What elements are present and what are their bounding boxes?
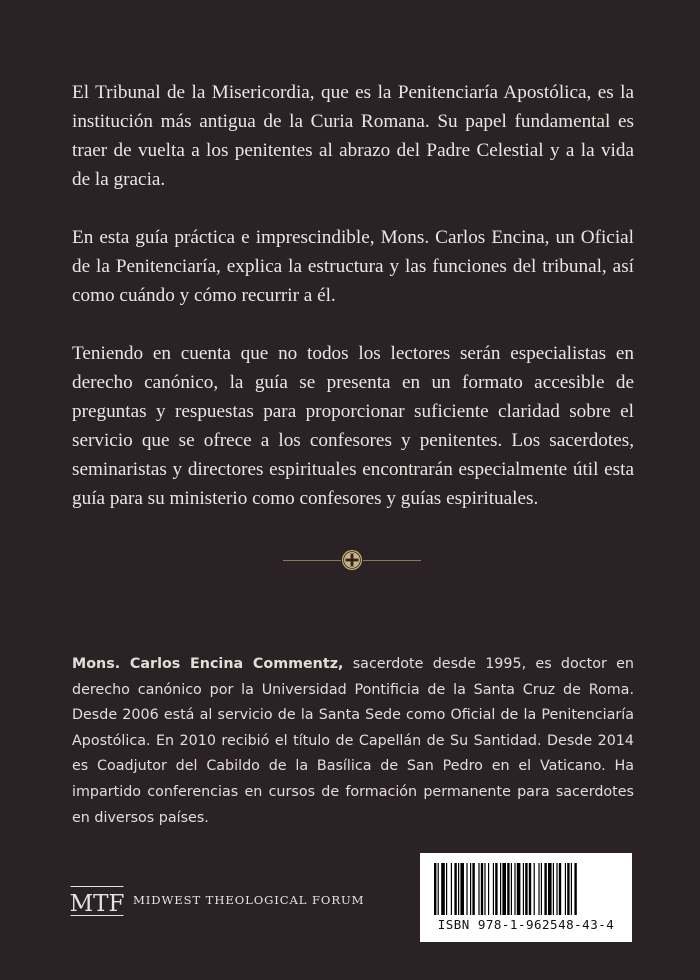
barcode-bar <box>548 863 552 915</box>
isbn-barcode <box>420 853 632 942</box>
barcode-bar <box>484 863 485 915</box>
divider-line-right <box>363 560 421 561</box>
barcode-bar <box>574 863 576 915</box>
barcode-bar <box>567 863 569 915</box>
barcode-bar <box>502 863 506 915</box>
barcode-bar <box>523 863 524 915</box>
barcode-bar <box>514 863 515 915</box>
publisher-block <box>70 880 390 922</box>
barcode-bar <box>478 863 479 915</box>
barcode-bar <box>493 863 494 915</box>
barcode-bar <box>451 863 452 915</box>
barcode-bar <box>488 863 489 915</box>
barcode-bar <box>481 863 483 915</box>
blurb-paragraph-2: En esta guía práctica e imprescindible, Mons. Carlos Encina, un Oficial de la Penitenciaría, explica la estructura y las funciones del tribunal, así como cuándo y cómo recurrir a él. <box>72 227 634 306</box>
barcode-bar <box>434 863 436 915</box>
barcode-bar <box>507 863 509 915</box>
barcode-bar <box>559 863 561 915</box>
author-bio-text: sacerdote desde 1995, es doctor en derecho canónico por la Universidad Pontificia de la Santa Cruz de Roma. Desde 2006 está al servicio de la Santa Sede como Oficial de la Penitenciaría Apostólica. En 2010 recibió el título de Capellán de Su Santidad. Desde 2014 es Coadjutor del Cabildo de la Basílica de San Pedro en el Vaticano. Ha impartido conferencias en cursos de formación permanente para sacerdotes en diversos países. <box>72 656 634 826</box>
barcode-bar <box>438 863 439 915</box>
back-cover-blurb <box>72 78 634 542</box>
blurb-paragraph-3: Teniendo en cuenta que no todos los lectores serán especialistas en derecho canónico, la guía se presenta en un formato accesible de preguntas y respuestas para proporcionar suficiente claridad sobre el servicio que se ofrece a los confesores y penitentes. Los sacerdotes, seminaristas y directores espirituales encontrarán especialmente útil esta guía para su ministerio como confesores y guías espirituales. <box>72 343 634 509</box>
cross-medallion-icon <box>341 549 363 571</box>
barcode-bar <box>458 863 459 915</box>
barcode-bar <box>470 863 471 915</box>
barcode-bar <box>460 863 464 915</box>
barcode-bar <box>500 863 501 915</box>
barcode-bar <box>495 863 497 915</box>
publisher-logo <box>70 880 126 922</box>
barcode-bar <box>454 863 456 915</box>
barcode-bar <box>571 863 572 915</box>
isbn-label: ISBN 978-1-962548-43-4 <box>437 917 615 932</box>
barcode-bars <box>434 863 618 915</box>
section-divider <box>0 548 700 574</box>
barcode-bar <box>541 863 542 915</box>
divider-line-left <box>283 560 341 561</box>
publisher-name: MIDWEST THEOLOGICAL FORUM <box>133 893 365 907</box>
barcode-bar <box>538 863 539 915</box>
barcode-bar <box>472 863 474 915</box>
barcode-bar <box>446 863 447 915</box>
barcode-bar <box>553 863 554 915</box>
barcode-bar <box>529 863 531 915</box>
barcode-bar <box>511 863 512 915</box>
barcode-bar <box>466 863 467 915</box>
publisher-logo-text: MTF <box>70 891 125 917</box>
barcode-bar <box>441 863 445 915</box>
blurb-paragraph-1: El Tribunal de la Misericordia, que es la Penitenciaría Apostólica, es la institución más antigua de la Curia Romana. Su papel fundamental es traer de vuelta a los penitentes al abrazo del Padre Celestial y a la vida de la gracia. <box>72 82 634 190</box>
author-bio <box>72 652 634 831</box>
barcode-bar <box>534 863 535 915</box>
barcode-bar <box>525 863 527 915</box>
barcode-bar <box>517 863 521 915</box>
author-name: Mons. Carlos Encina Commentz, <box>72 656 344 672</box>
barcode-bar <box>565 863 566 915</box>
barcode-bar <box>556 863 557 915</box>
barcode-bar <box>544 863 546 915</box>
